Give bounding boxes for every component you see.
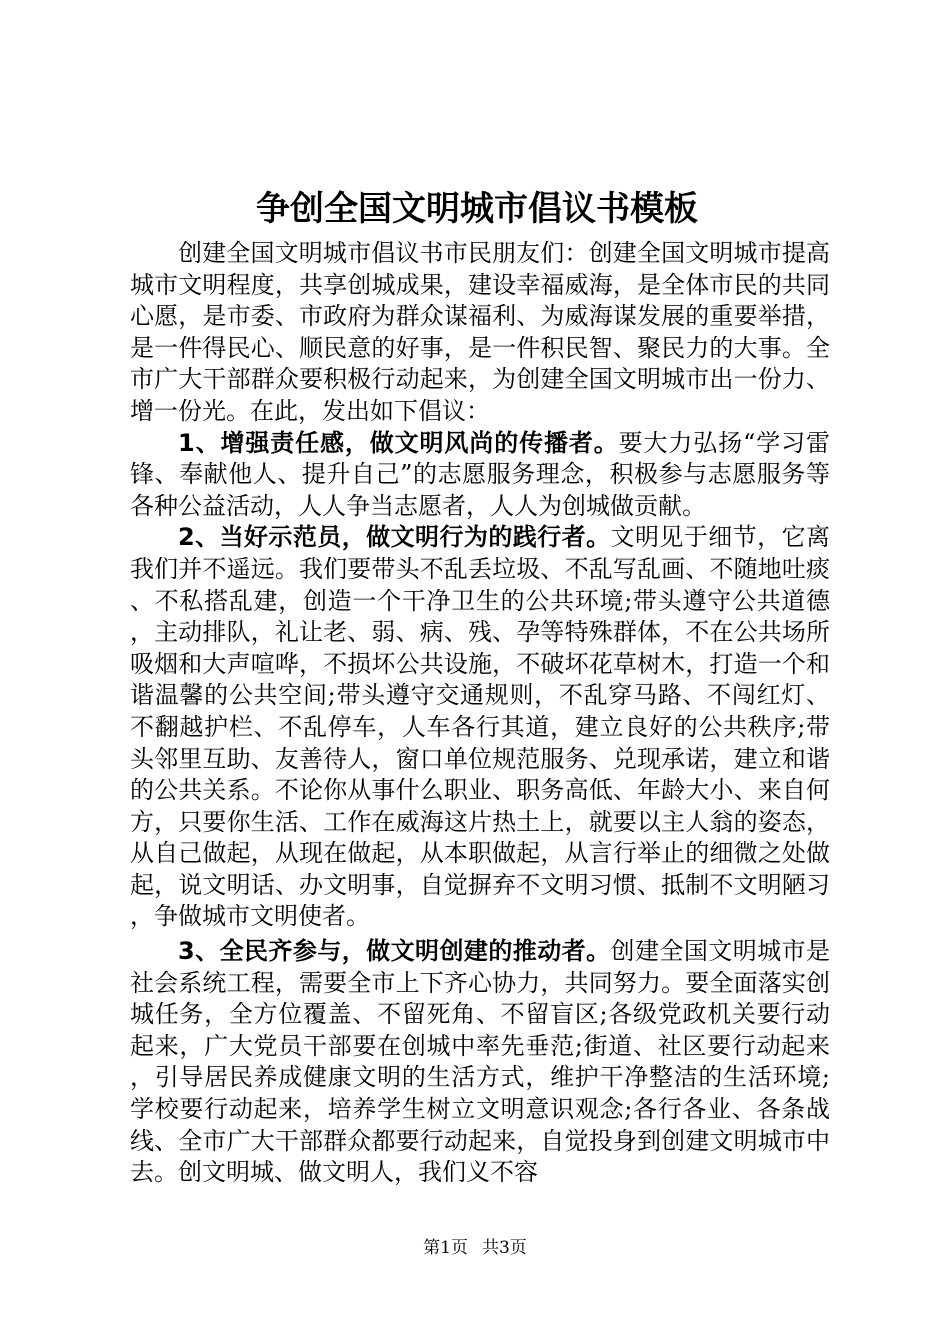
item-3-body: 创建全国文明城市是社会系统工程，需要全市上下齐心协力，共同努力。要全面落实创城任务，全方位覆盖、不留死角、不留盲区;各级党政机关要行动起来，广大党员干部要在创城中率先垂范;街道、社区要行动起来，引导居民养成健康文明的生活方式，维护干净整洁的生活环境;学校要行动起来，培养学生树立文明意识观念;各行各业、各条战线、全市广大干部群众都要行动起来，自觉投身到创建文明城市中去。创文明城、做文明人，我们义不容 [130,937,831,1187]
item-1-body: 要大力弘扬“学习雷锋、奉献他人、提升自己”的志愿服务理念，积极参与志愿服务等各种公益活动，人人争当志愿者，人人为创城做贡献。 [130,428,830,520]
page-footer [0,1236,950,1260]
item-paragraph-3 [130,936,830,1189]
item-paragraph-1 [130,428,830,523]
page-number-total: 共3页 [482,1238,527,1258]
page-number-current: 第1页 [423,1238,468,1258]
document-body [130,180,830,1189]
intro-paragraph: 创建全国文明城市倡议书市民朋友们：创建全国文明城市提高城市文明程度，共享创城成果，建设幸福威海，是全体市民的共同心愿，是市委、市政府为群众谋福利、为威海谋发展的重要举措，是一件得民心、顺民意的好事，是一件积民智、聚民力的大事。全市广大干部群众要积极行动起来，为创建全国文明城市出一份力、增一份光。在此，发出如下倡议： [130,239,830,425]
item-paragraph-2 [130,522,830,933]
item-3-heading: 3、全民齐参与，做文明创建的推动者。 [178,937,611,966]
item-1-heading: 1、增强责任感，做文明风尚的传播者。 [178,428,619,457]
item-2-body: 文明见于细节，它离我们并不遥远。我们要带头不乱丢垃圾、不乱写乱画、不随地吐痰、不私搭乱建，创造一个干净卫生的公共环境;带头遵守公共道德，主动排队，礼让老、弱、病、残、孕等特殊群体，不在公共场所吸烟和大声喧哗，不损坏公共设施，不破坏花草树木，打造一个和谐温馨的公共空间;带头遵守交通规则，不乱穿马路、不闯红灯、不翻越护栏、不乱停车，人车各行其道，建立良好的公共秩序;带头邻里互助、友善待人，窗口单位规范服务、兑现承诺，建立和谐的公共关系。不论你从事什么职业、职务高低、年龄大小、来自何方，只要你生活、工作在威海这片热土上，就要以主人翁的姿态，从自己做起，从现在做起，从本职做起，从言行举止的细微之处做起，说文明话、办文明事，自觉摒弃不文明习惯、抵制不文明陋习，争做城市文明使者。 [130,523,831,931]
item-2-heading: 2、当好示范员，做文明行为的践行者。 [178,523,611,552]
document-title: 争创全国文明城市倡议书模板 [256,189,698,229]
